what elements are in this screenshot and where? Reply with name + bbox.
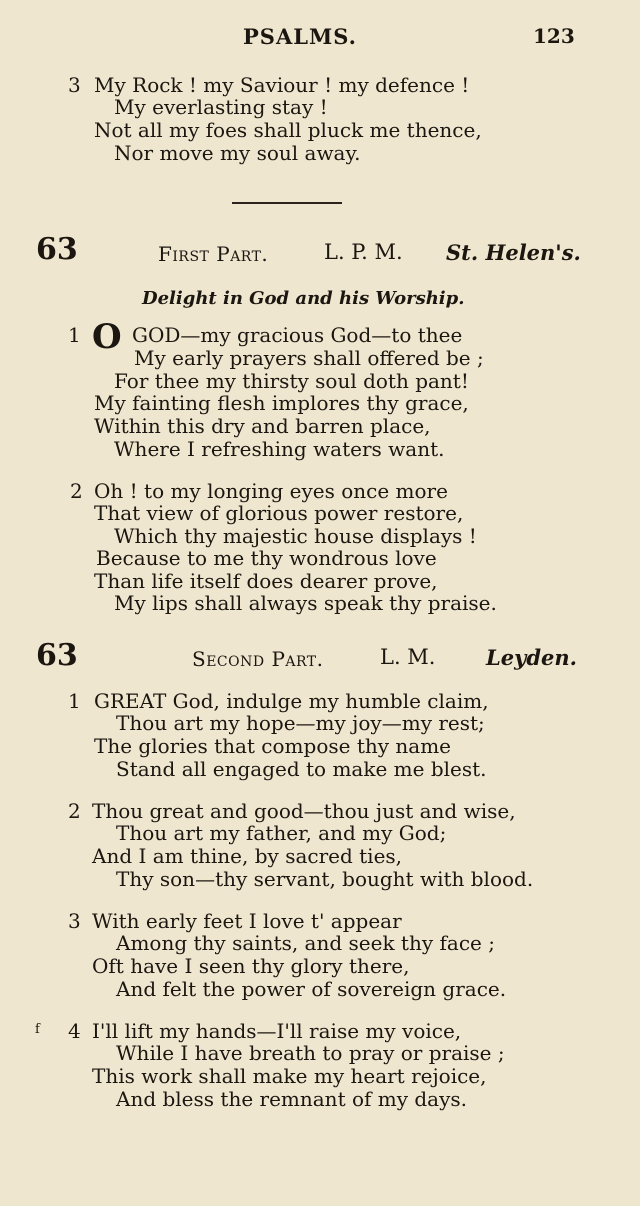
page-number: 123	[533, 24, 575, 48]
verse-line: That view of glorious power restore,	[94, 501, 464, 525]
verse-line: Not all my foes shall pluck me thence,	[94, 118, 482, 142]
verse-number: 1	[68, 323, 81, 347]
verse-number: 2	[70, 479, 83, 503]
verse-line: While I have breath to pray or praise ;	[116, 1041, 505, 1065]
verse-number: 3	[68, 73, 81, 97]
verse-line: Stand all engaged to make me blest.	[116, 757, 487, 781]
verse-line: This work shall make my heart rejoice,	[92, 1064, 487, 1088]
verse-line: Where I refreshing waters want.	[114, 437, 445, 461]
verse-line: With early feet I love t' appear	[92, 909, 402, 933]
verse-line: I'll lift my hands—I'll raise my voice,	[92, 1019, 462, 1043]
verse-line: Thou great and good—thou just and wise,	[92, 799, 516, 823]
part-label: Second Part.	[192, 647, 324, 671]
verse-line: Because to me thy wondrous love	[96, 546, 437, 570]
meter-label: L. P. M.	[324, 240, 403, 264]
verse-line: My lips shall always speak thy praise.	[114, 591, 497, 615]
verse-number: 3	[68, 909, 81, 933]
verse-line: My everlasting stay !	[114, 95, 328, 119]
psalm-number: 63	[36, 232, 78, 267]
verse-line: Than life itself does dearer prove,	[94, 569, 438, 593]
verse-line: And I am thine, by sacred ties,	[92, 844, 403, 868]
verse-line: GOD—my gracious God—to thee	[132, 323, 463, 347]
verse-line: The glories that compose thy name	[94, 734, 451, 758]
tune-name: St. Helen's.	[446, 240, 581, 265]
verse-line: Within this dry and barren place,	[94, 414, 431, 438]
verse-number: 1	[68, 689, 81, 713]
verse-number: 4	[68, 1019, 81, 1043]
verse-line: GREAT God, indulge my humble claim,	[94, 689, 489, 713]
verse-line: My Rock ! my Saviour ! my defence !	[94, 73, 470, 97]
verse-line: Oft have I seen thy glory there,	[92, 954, 410, 978]
verse-line: Which thy majestic house displays !	[114, 524, 477, 548]
verse-line: And felt the power of sovereign grace.	[116, 977, 507, 1001]
verse-line: My early prayers shall offered be ;	[134, 346, 484, 370]
verse-line: Thy son—thy servant, bought with blood.	[116, 867, 534, 891]
verse-line: And bless the remnant of my days.	[116, 1087, 468, 1111]
verse-line: Thou art my hope—my joy—my rest;	[116, 711, 485, 735]
verse-line: Oh ! to my longing eyes once more	[94, 479, 448, 503]
part-label: First Part.	[158, 242, 269, 266]
dynamic-mark: f	[35, 1022, 40, 1037]
verse-line: For thee my thirsty soul doth pant!	[114, 369, 469, 393]
hymn-subject: Delight in God and his Worship.	[142, 288, 465, 309]
tune-name: Leyden.	[486, 645, 577, 670]
verse-number: 2	[68, 799, 81, 823]
section-divider	[232, 202, 342, 204]
drop-cap: O	[92, 317, 122, 357]
running-title: PSALMS.	[243, 24, 357, 49]
verse-line: Nor move my soul away.	[114, 141, 361, 165]
psalm-number: 63	[36, 638, 78, 673]
meter-label: L. M.	[380, 645, 436, 669]
verse-line: Thou art my father, and my God;	[116, 821, 447, 845]
verse-line: Among thy saints, and seek thy face ;	[116, 931, 495, 955]
verse-line: My fainting flesh implores thy grace,	[94, 391, 469, 415]
